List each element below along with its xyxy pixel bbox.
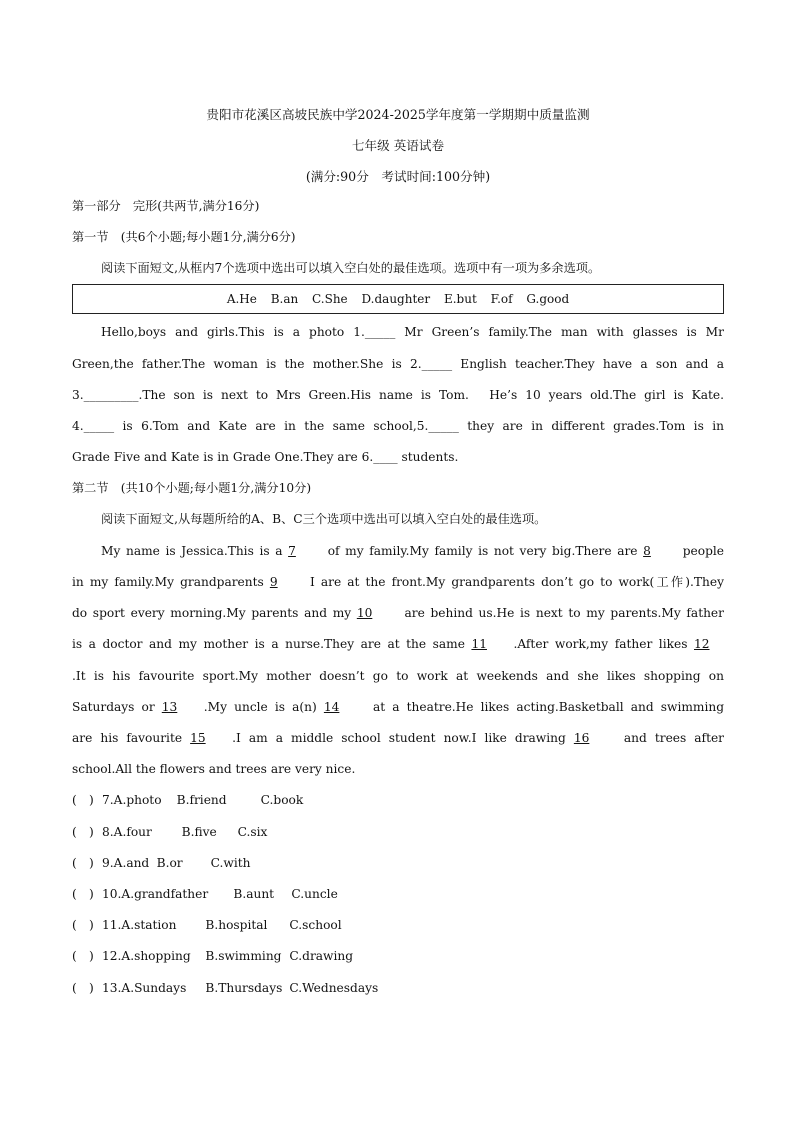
- question-number: 7.: [102, 793, 114, 807]
- question-12: [72, 948, 353, 964]
- text: students.: [397, 450, 459, 464]
- answer-paren: ( ): [72, 887, 94, 901]
- passage2-line-4: [72, 636, 724, 652]
- text: in my family.My grandparents: [72, 575, 270, 589]
- option-a: A.He: [226, 292, 257, 306]
- option-a: A.shopping: [121, 949, 191, 963]
- option-a: A.grandfather: [121, 887, 209, 901]
- option-c: C.uncle: [291, 887, 338, 901]
- question-11: [72, 917, 342, 933]
- text: and trees after: [615, 731, 724, 745]
- option-b: B.or: [156, 856, 183, 870]
- section2-heading: 第二节 (共10个小题;每小题1分,满分10分): [72, 481, 312, 495]
- option-a: A.station: [121, 918, 177, 932]
- question-number: 11.: [102, 918, 122, 932]
- option-c: C.Wednesdays: [289, 981, 379, 995]
- exam-title: 贵阳市花溪区高坡民族中学2024-2025学年度第一学期期中质量监测: [206, 107, 590, 122]
- text: Grade Five and Kate is in Grade One.They are 6.: [72, 450, 374, 464]
- option-e: E.but: [443, 292, 477, 306]
- blank-16: 16: [573, 731, 590, 745]
- blank-2: _____: [421, 357, 453, 371]
- blank-11: 11: [471, 637, 487, 651]
- blank-7: 7: [288, 544, 296, 558]
- passage2-line-6: [72, 699, 724, 715]
- option-b: B.swimming: [205, 949, 282, 963]
- blank-14: 14: [323, 700, 340, 714]
- text: I are at the front.My grandparents don’t go to work(工作).They: [303, 575, 724, 589]
- blank-15: 15: [190, 731, 206, 745]
- text: is a doctor and my mother is a nurse.They are at the same: [72, 637, 472, 651]
- passage1-line-5: [72, 449, 724, 465]
- question-number: 13.: [102, 981, 122, 995]
- text: do sport every morning.My parents and my: [72, 606, 357, 620]
- blank-3: _________: [83, 388, 139, 402]
- option-d: D.daughter: [361, 292, 431, 306]
- options-box: [72, 284, 724, 314]
- text: people: [677, 544, 724, 558]
- text: are his favourite: [72, 731, 191, 745]
- text: Green,the father.The woman is the mother.She is 2.: [72, 357, 422, 371]
- option-b: B.five: [181, 825, 217, 839]
- option-c: C.drawing: [289, 949, 354, 963]
- text: English teacher.They have a son and a: [452, 357, 724, 371]
- text: they are in different grades.Tom is in: [458, 419, 724, 433]
- passage2-line-3: [72, 605, 724, 621]
- passage2-line-8: school.All the flowers and trees are very nice.: [72, 762, 356, 776]
- option-b: B.Thursdays: [205, 981, 283, 995]
- blank-6: ____: [373, 450, 398, 464]
- option-c: C.She: [312, 292, 348, 306]
- option-a: A.photo: [113, 793, 162, 807]
- text: is 6.Tom and Kate are in the same school,5.: [114, 419, 429, 433]
- answer-paren: ( ): [72, 981, 94, 995]
- text: at a theatre.He likes acting.Basketball and swimming: [365, 700, 724, 714]
- blank-5: _____: [428, 419, 459, 433]
- blank-13: 13: [161, 700, 178, 714]
- text: .I am a middle school student now.I like drawing: [232, 731, 574, 745]
- text: Saturdays or: [72, 700, 162, 714]
- passage2-line-5: .It is his favourite sport.My mother doesn’t go to work at weekends and she likes shopping on: [72, 669, 724, 683]
- passage2-line-7: [72, 730, 724, 746]
- blank-8: 8: [643, 544, 651, 558]
- passage2-line-2: [72, 574, 724, 590]
- blank-4: _____: [83, 419, 115, 433]
- option-c: C.school: [289, 918, 342, 932]
- question-number: 9.: [102, 856, 114, 870]
- blank-10: 10: [356, 606, 373, 620]
- question-number: 12.: [102, 949, 122, 963]
- text: are behind us.He is next to my parents.My father: [398, 606, 724, 620]
- passage1-line-1: [72, 324, 724, 340]
- blank-9: 9: [269, 575, 278, 589]
- option-c: C.six: [237, 825, 268, 839]
- text: .After work,my father likes: [513, 637, 694, 651]
- text: My name is Jessica.This is a: [101, 544, 289, 558]
- answer-paren: ( ): [72, 825, 94, 839]
- question-7: [72, 792, 303, 808]
- question-13: [72, 980, 378, 996]
- text: Mr Green’s family.The man with glasses is Mr: [395, 325, 724, 339]
- text: Hello,boys and girls.This is a photo 1.: [101, 325, 365, 339]
- answer-paren: ( ): [72, 793, 94, 807]
- text: 3.: [72, 388, 84, 402]
- question-10: [72, 886, 338, 902]
- question-number: 8.: [102, 825, 114, 839]
- option-b: B.friend: [176, 793, 227, 807]
- text: of my family.My family is not very big.There are: [322, 544, 644, 558]
- text: .My uncle is a(n): [203, 700, 324, 714]
- section2-instruction: 阅读下面短文,从每题所给的A、B、C三个选项中选出可以填入空白处的最佳选项。: [101, 512, 547, 526]
- answer-paren: ( ): [72, 918, 94, 932]
- passage2-line-1: [72, 543, 724, 559]
- text: 4.: [72, 419, 84, 433]
- passage1-line-3: [72, 387, 724, 403]
- section1-heading: 第一节 (共6个小题;每小题1分,满分6分): [72, 230, 296, 244]
- text: .The son is next to Mrs Green.His name is Tom. He’s 10 years old.The girl is Kate.: [138, 388, 724, 402]
- grade-subject: 七年级 英语试卷: [351, 138, 445, 153]
- option-a: A.and: [113, 856, 150, 870]
- option-a: A.Sundays: [121, 981, 187, 995]
- passage1-line-2: [72, 356, 724, 372]
- blank-1: _____: [364, 325, 396, 339]
- option-c: C.book: [260, 793, 304, 807]
- blank-12: 12: [694, 637, 710, 651]
- question-number: 10.: [102, 887, 122, 901]
- answer-paren: ( ): [72, 856, 94, 870]
- part1-heading: 第一部分 完形(共两节,满分16分): [72, 199, 260, 213]
- passage1-line-4: [72, 418, 724, 434]
- section1-instruction: 阅读下面短文,从框内7个选项中选出可以填入空白处的最佳选项。选项中有一项为多余选项。: [101, 261, 601, 275]
- option-b: B.an: [270, 292, 299, 306]
- score-time: (满分:90分 考试时间:100分钟): [305, 169, 491, 184]
- question-8: [72, 824, 267, 840]
- option-c: C.with: [210, 856, 251, 870]
- option-b: B.aunt: [233, 887, 275, 901]
- answer-paren: ( ): [72, 949, 94, 963]
- question-9: [72, 855, 250, 871]
- option-g: G.good: [526, 292, 570, 306]
- option-b: B.hospital: [205, 918, 268, 932]
- option-f: F.of: [490, 292, 513, 306]
- option-a: A.four: [113, 825, 152, 839]
